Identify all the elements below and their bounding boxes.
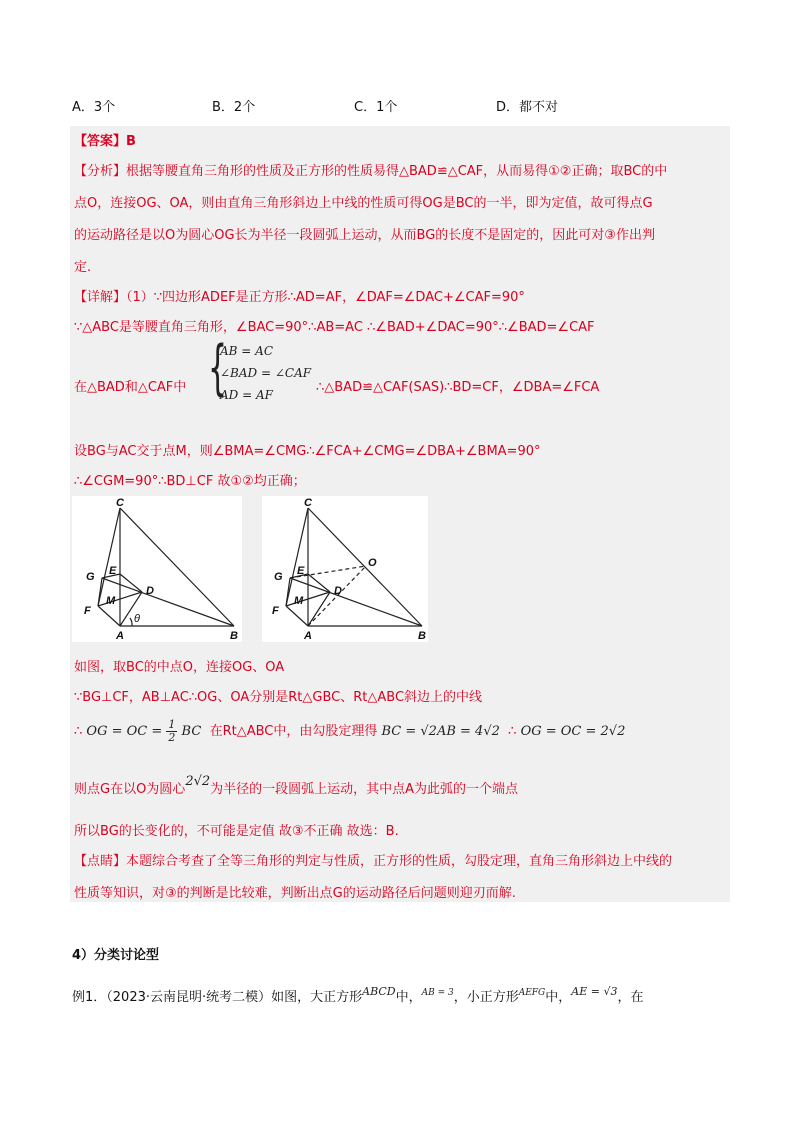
solution-box [70, 126, 730, 902]
label-d-2: D [334, 585, 342, 597]
option-a: A．3个 [72, 100, 116, 115]
triangle-figure-right [262, 496, 428, 642]
label-c: C [116, 497, 124, 509]
label-m-2: M [294, 595, 304, 607]
comment-line-1: 【点睛】本题综合考查了全等三角形的判定与性质，正方形的性质，勾股定理，直角三角形斜边上中线的 [74, 854, 673, 869]
label-a-2: A [304, 630, 312, 642]
label-e: E [109, 565, 117, 577]
system-prefix: 在△BAD和△CAF中 [74, 380, 187, 395]
option-c: C．1个 [354, 100, 398, 115]
label-o: O [368, 557, 377, 569]
brace-symbol: { [208, 333, 228, 403]
fraction-numerator: 1 [168, 718, 176, 731]
math-ae: AE = √3 [571, 985, 618, 998]
label-a: A [116, 630, 124, 642]
example-line [72, 986, 643, 1005]
detail-line-4: ∴∠CGM=90°∴BD⊥CF 故①②均正确； [74, 474, 306, 489]
analysis-line-1: 【分析】根据等腰直角三角形的性质及正方形的性质易得△BAD≌△CAF，从而易得①②正确；取BC的中 [74, 164, 668, 179]
comment-line-2: 性质等知识，对③的判断是比较难，判断出点G的运动路径后问题则迎刃而解. [74, 886, 516, 901]
detail-line-5: 如图，取BC的中点O，连接OG、OA [74, 660, 285, 675]
example-text-4: 中， [545, 990, 572, 1005]
math-ab: AB = 3 [421, 988, 454, 998]
eq-og-value: OG = OC = 2√2 [520, 724, 626, 739]
system-eq-1: AB = AC [220, 344, 274, 358]
detail-line-7 [74, 716, 625, 748]
detail-line-3: 设BG与AC交于点M，则∠BMA=∠CMG∴∠FCA+∠CMG=∠DBA+∠BMA=90° [74, 444, 541, 459]
label-e-2: E [297, 565, 305, 577]
label-theta: θ [134, 613, 140, 625]
pythagoras-text: 在Rt△ABC中，由勾股定理得 [209, 724, 378, 739]
system-eq-3: AD = AF [220, 388, 273, 402]
detail-line-9: 所以BG的长变化的，不可能是定值 故③不正确 故选：B. [74, 824, 399, 839]
label-f-2: F [272, 605, 279, 617]
analysis-line-3: 的运动路径是以O为圆心OG长为半径一段圆弧上运动，从而BG的长度不是固定的，因此可对③作出判 [74, 228, 655, 243]
label-m: M [106, 595, 116, 607]
fraction-half [166, 719, 177, 744]
eq-bc: BC [181, 724, 202, 739]
analysis-line-4: 定. [74, 260, 92, 275]
detail-line-8 [74, 774, 519, 797]
option-b: B．2个 [212, 100, 256, 115]
label-d: D [146, 585, 154, 597]
arc-text-1: 则点G在以O为圆心 [74, 782, 186, 797]
label-b-2: B [418, 630, 426, 642]
label-g: G [86, 571, 95, 583]
triangle-figure-left [72, 496, 242, 642]
radius-value: 2√2 [185, 774, 211, 789]
therefore-symbol-2: ∴ [508, 724, 517, 739]
figure-left [72, 496, 242, 642]
example-text-1: 例1．（2023·云南昆明·统考二模）如图，大正方形 [72, 990, 363, 1005]
fraction-denominator: 2 [168, 731, 176, 744]
label-f: F [84, 605, 91, 617]
answer-line: 【答案】B [74, 134, 136, 149]
label-g-2: G [274, 571, 283, 583]
option-d: D．都不对 [496, 100, 559, 115]
detail-line-6: ∵BG⊥CF，AB⊥AC∴OG、OA分别是Rt△GBC、Rt△ABC斜边上的中线 [74, 690, 483, 705]
arc-text-2: 为半径的一段圆弧上运动，其中点A为此弧的一个端点 [210, 782, 519, 797]
math-abcd: ABCD [362, 985, 396, 998]
label-b: B [230, 630, 238, 642]
figure-right [262, 496, 428, 642]
example-text-3: ，小正方形 [453, 990, 519, 1005]
example-text-2: 中， [395, 990, 422, 1005]
system-result: ∴△BAD≌△CAF(SAS)∴BD=CF，∠DBA=∠FCA [316, 380, 600, 395]
example-text-5: ，在 [617, 990, 644, 1005]
label-c-2: C [304, 497, 312, 509]
analysis-line-2: 点O，连接OG、OA，则由直角三角形斜边上中线的性质可得OG是BC的一半，即为定值，故可得点G [74, 196, 653, 211]
math-aefg: AEFG [518, 988, 546, 998]
system-eq-2: ∠BAD = ∠CAF [220, 366, 312, 380]
therefore-symbol: ∴ [74, 724, 83, 739]
detail-line-2: ∵△ABC是等腰直角三角形，∠BAC=90°∴AB=AC ∴∠BAD+∠DAC=90°∴∠BAD=∠CAF [74, 320, 595, 335]
detail-line-1: 【详解】（1）∵四边形ADEF是正方形∴AD=AF，∠DAF=∠DAC+∠CAF=90° [74, 290, 525, 305]
equation-system [208, 333, 318, 410]
section-title: 4）分类讨论型 [72, 948, 160, 963]
eq-og-oc: OG = OC = [86, 724, 163, 739]
eq-bc-value: BC = √2AB = 4√2 [381, 724, 500, 739]
